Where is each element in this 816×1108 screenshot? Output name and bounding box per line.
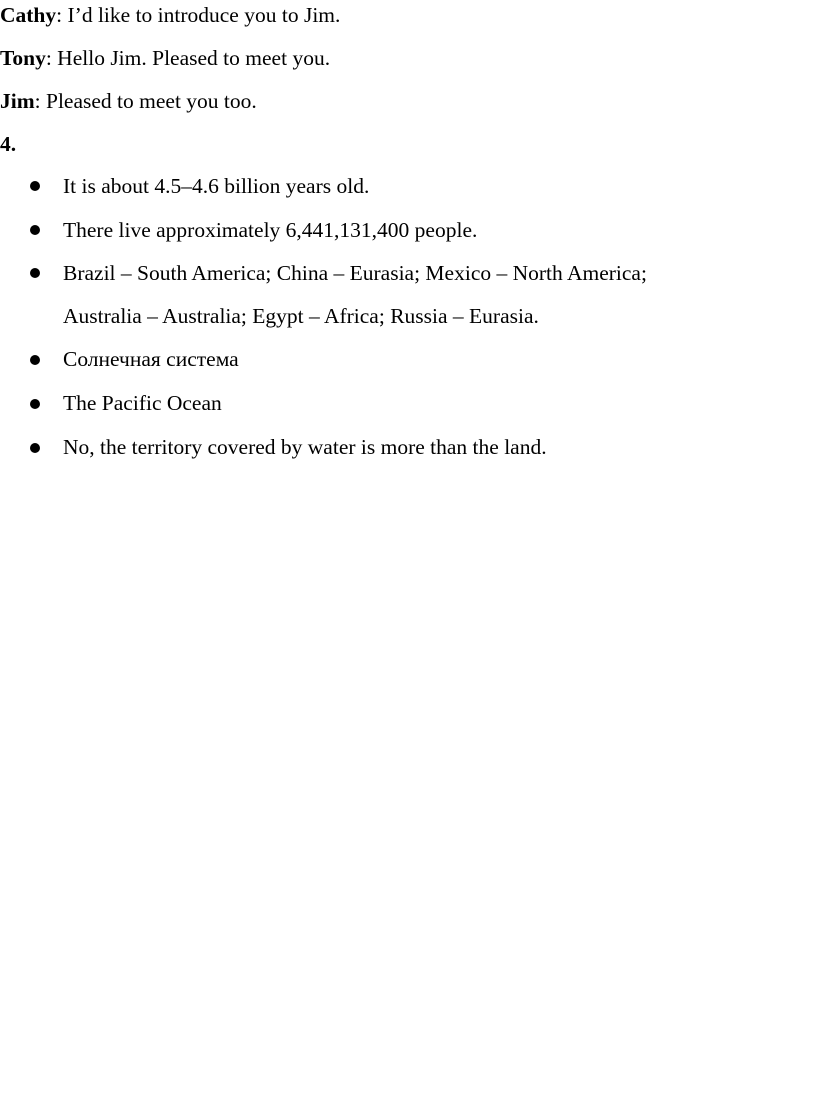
bullet-icon xyxy=(30,443,40,453)
section-number: 4. xyxy=(0,132,17,156)
list-item-text-continued: Australia – Australia; Egypt – Africa; Russia – Eurasia. xyxy=(63,304,539,328)
bullet-icon xyxy=(30,268,40,278)
dialogue-text: : I’d like to introduce you to Jim. xyxy=(56,3,341,27)
speaker-name: Jim xyxy=(0,89,35,113)
dialogue-text: : Hello Jim. Pleased to meet you. xyxy=(45,46,331,70)
list-item-text: The Pacific Ocean xyxy=(63,391,222,415)
list-item-text: No, the territory covered by water is more than the land. xyxy=(63,435,547,459)
bullet-icon xyxy=(30,399,40,409)
list-item-text: There live approximately 6,441,131,400 people. xyxy=(63,218,478,242)
list-item-text: It is about 4.5–4.6 billion years old. xyxy=(63,174,370,198)
speaker-name: Cathy xyxy=(0,3,57,27)
dialogue-line-cathy xyxy=(0,2,340,28)
bullet-icon xyxy=(30,225,40,235)
list-item-text: Солнечная система xyxy=(63,347,239,371)
dialogue-line-tony xyxy=(0,45,330,71)
list-item-text: Brazil – South America; China – Eurasia; Mexico – North America; xyxy=(63,261,647,285)
speaker-name: Tony xyxy=(0,46,46,70)
bullet-icon xyxy=(30,181,40,191)
bullet-icon xyxy=(30,355,40,365)
dialogue-line-jim xyxy=(0,88,257,114)
dialogue-text: : Pleased to meet you too. xyxy=(34,89,257,113)
